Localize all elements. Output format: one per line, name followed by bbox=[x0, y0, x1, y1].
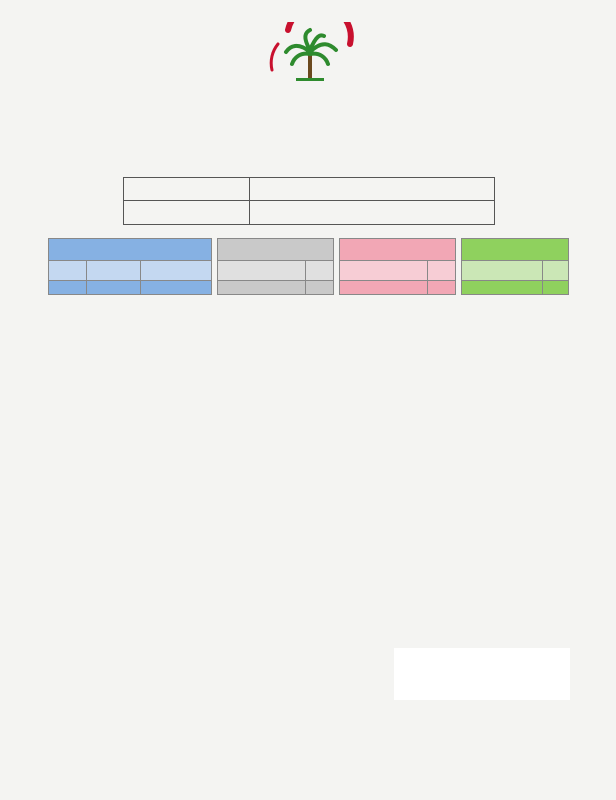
vaccinated-total-label bbox=[141, 281, 212, 295]
deaths-total-label bbox=[218, 281, 306, 295]
recovery-dept-header bbox=[462, 261, 543, 281]
vaccinated-total-daily bbox=[49, 281, 87, 295]
vaccinated-table bbox=[48, 238, 212, 295]
vaccinated-total-cumulative bbox=[87, 281, 141, 295]
daily-tests-value bbox=[124, 178, 250, 200]
total-tests-row bbox=[124, 201, 494, 224]
infections-total-label bbox=[340, 281, 428, 295]
lab-tests-summary bbox=[123, 177, 495, 225]
infections-dept-header bbox=[340, 261, 428, 281]
total-tests-label bbox=[250, 201, 494, 224]
daily-tests-label bbox=[250, 178, 494, 200]
daily-tests-row bbox=[124, 178, 494, 201]
deaths-title bbox=[218, 239, 334, 261]
recovery-count-header bbox=[543, 261, 569, 281]
infections-table bbox=[339, 238, 456, 295]
recovery-total-label bbox=[462, 281, 543, 295]
deaths-table bbox=[217, 238, 334, 295]
infections-title bbox=[340, 239, 456, 261]
vaccinated-daily-header bbox=[49, 261, 87, 281]
infections-count-header bbox=[428, 261, 456, 281]
recovery-title bbox=[462, 239, 569, 261]
infections-total-value bbox=[428, 281, 456, 295]
today-watermark bbox=[394, 648, 570, 700]
total-tests-value bbox=[124, 201, 250, 224]
deaths-dept-header bbox=[218, 261, 306, 281]
recovery-total-value bbox=[543, 281, 569, 295]
vaccinated-cumulative-header bbox=[87, 261, 141, 281]
deaths-count-header bbox=[306, 261, 334, 281]
vaccinated-title bbox=[49, 239, 212, 261]
deaths-total-value bbox=[306, 281, 334, 295]
palm-tree-icon bbox=[258, 22, 364, 88]
ministry-logo bbox=[258, 22, 364, 112]
vaccinated-dept-header bbox=[141, 261, 212, 281]
recovery-table bbox=[461, 238, 569, 295]
